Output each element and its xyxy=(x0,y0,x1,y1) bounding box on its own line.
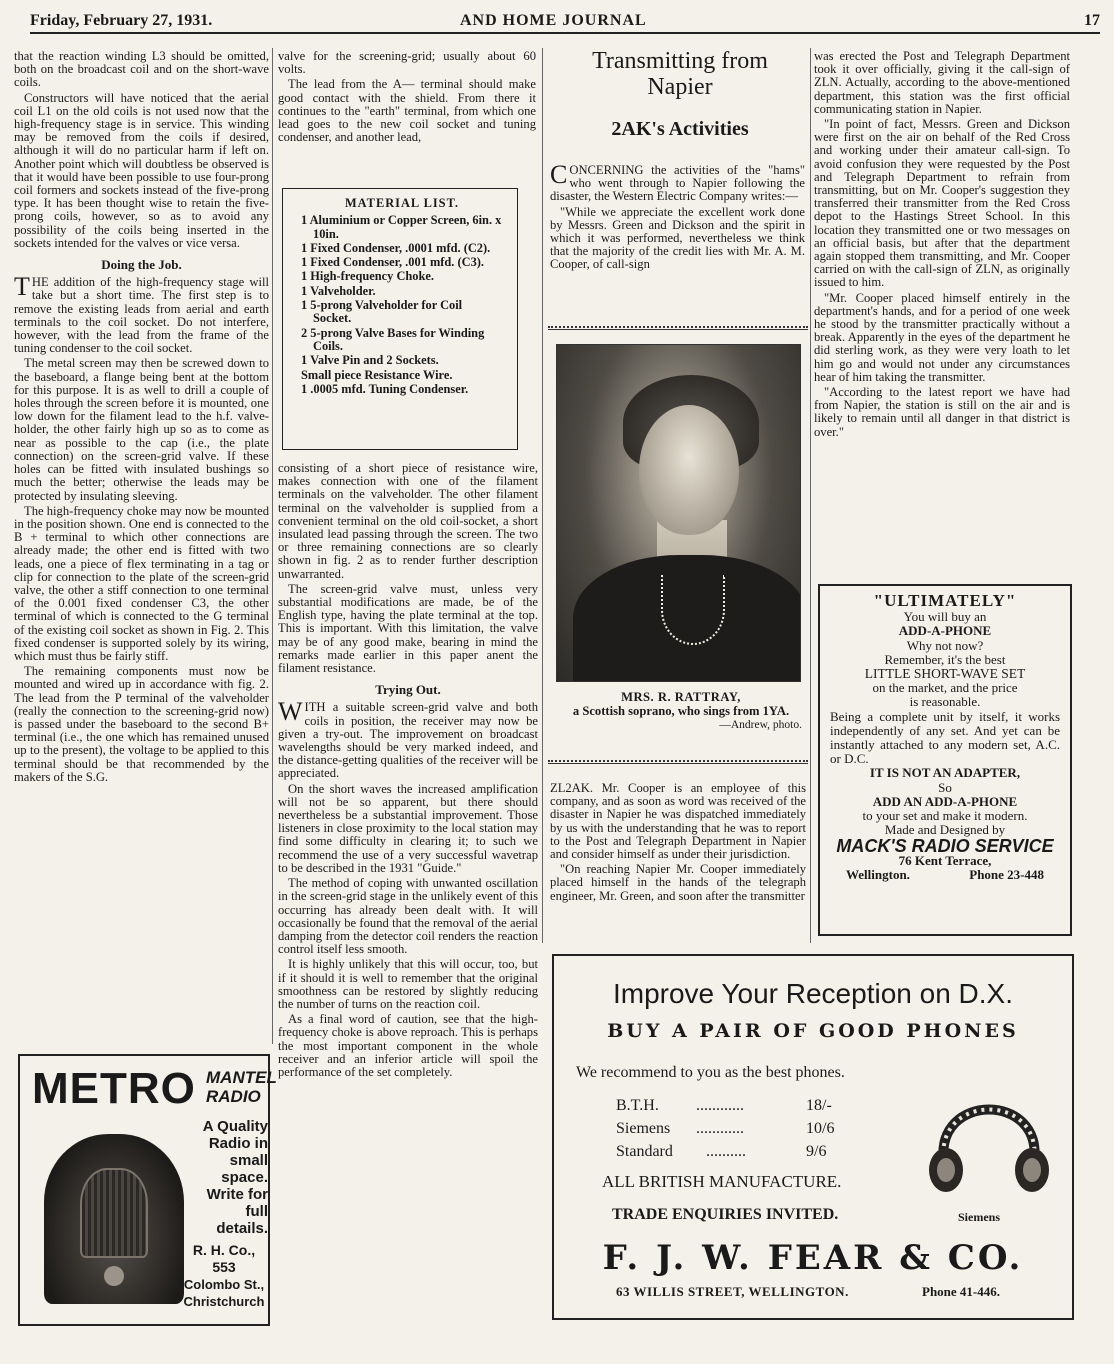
paragraph-text: ITH a suitable screen-grid valve and both coils in position, the receiver may now be given a try-out. The improvement on broadcast wavelengths should be very marked indeed, and the distance-getting qualities of the receiver will be appreciated. xyxy=(278,700,538,781)
price-list xyxy=(616,1094,846,1163)
drop-cap: C xyxy=(550,164,568,189)
list-item: 1 Valveholder. xyxy=(301,283,376,298)
list-item: 1 5-prong Valveholder for Coil Socket. xyxy=(301,298,463,326)
phone-price: 9/6 xyxy=(806,1143,827,1160)
article-column-2-cont xyxy=(278,462,538,1312)
portrait-photo xyxy=(556,344,801,682)
paragraph: The metal screen may then be screwed down to the baseboard, a flange being bent at the bottom for this purpose. It is as well to drill a couple of holes through the screen before it is mounted, one low down for the filament lead to the h.f. valve-holder, the other fairly high up so as to come as near as possible to the cap (i.e., the plate connection) on the screen-grid valve. If these holes can be fitted with insulated bushings so much the better; otherwise the leads may be protected by insulating sleeving. xyxy=(14,356,269,503)
article-column-3-cont xyxy=(550,782,806,940)
headphones-image xyxy=(924,1052,1054,1202)
tagline-line: space. xyxy=(221,1169,268,1186)
paragraph: The screen-grid valve must, unless very substantial modifications are made, be of the English type, having the plate terminal at the top. This is important. With this limitation, the valve may be of any good make, bearing in mind the remarks made earlier in this paper anent the filament resistance. xyxy=(278,581,538,676)
tagline-line: Write for xyxy=(206,1186,268,1203)
paragraph: The remaining components must now be mounted and wired up in accordance with fig. 2. The lead from the P terminal of the valveholder (really the connection to the screening-grid now) is passed under the baseboard to the second B+ terminal (i.e., the one which has remained unused up to the present), the voltage to be applied to this terminal should be that recommended by the makers of the S.G. xyxy=(14,664,269,784)
ad-city: Wellington. xyxy=(846,866,910,882)
ad-subheadline: BUY A PAIR OF GOOD PHONES xyxy=(607,1020,1019,1042)
paragraph: consisting of a short piece of resistance wire, makes connection with one of the filament terminals on the valveholder. The other filament terminal on the valveholder is supplied from a convenient terminal on the old coil-socket, a short insulated lead passing through the screen. The two or three remaining connections are so clearly shown in fig. 2 as to render further description unwarranted. xyxy=(278,462,538,581)
leader-dots: .......... xyxy=(706,1143,746,1160)
drop-cap: T xyxy=(14,272,30,302)
add-a-phone-ad xyxy=(818,584,1072,936)
ad-subbrand-line: RADIO xyxy=(206,1087,261,1106)
issue-date: Friday, February 27, 1931. xyxy=(30,12,213,29)
ad-firm-name: F. J. W. FEAR & CO. xyxy=(602,1238,1024,1278)
tagline-line: small xyxy=(229,1152,268,1169)
tuning-knob xyxy=(104,1266,124,1286)
header-rule xyxy=(30,32,1100,34)
headphones-label: Siemens xyxy=(958,1210,1000,1224)
paragraph: "According to the latest report we have had from Napier, the station is still on the air and is likely to remain until all danger in that district is over." xyxy=(814,385,1070,439)
phones-ad xyxy=(552,954,1074,1320)
drop-cap: W xyxy=(278,697,303,727)
phone-price: 18/- xyxy=(806,1097,832,1114)
paragraph xyxy=(550,164,805,204)
list-item: 1 High-frequency Choke. xyxy=(301,269,434,284)
paragraph-text: HE addition of the high-frequency stage will take but a short time. The first step is to remove the existing leads from aerial and earth terminals to the coil socket. Do not interfere, however, with the lead from the frame of the tuning condenser to the coil socket. xyxy=(14,275,269,356)
ad-address-block xyxy=(180,1242,268,1310)
ad-address: 63 WILLIS STREET, WELLINGTON. xyxy=(616,1284,849,1299)
column-divider xyxy=(272,48,273,1044)
article-title-line-1: Transmitting from xyxy=(592,48,768,74)
phone-brand: Siemens xyxy=(616,1120,671,1137)
paragraph: It is highly unlikely that this will occur, too, but if it should it is well to remember that the original smoothness can be restored by slightly reducing the number of turns on the reaction coil. xyxy=(278,957,538,1011)
price-row xyxy=(616,1117,846,1140)
ad-street: Colombo St., xyxy=(183,1277,265,1292)
ornament-rule xyxy=(548,326,808,330)
paragraph: On the short waves the increased amplification will not be so apparent, but there should nevertheless be a substantial improvement. Those listeners in close proximity to the local station may find some difficulty in clearing it; to such we recommend the use of a very successful wavetrap to be described in the 1931 "Guide." xyxy=(278,781,538,875)
radio-cabinet-image xyxy=(44,1134,184,1304)
napier-article-head xyxy=(550,48,810,148)
section-heading: Trying Out. xyxy=(375,682,441,698)
paragraph: The high-frequency choke may now be mounted in the position shown. One end is connected to the B + terminal to which other connections are already made; the other end is fitted with two leads, one a piece of flex terminating in a tag or clip for connection to the plate of the screen-grid valve, the other a stiff connection to one terminal of the 0.001 fixed condenser C3, the other terminal of which is connected to the G terminal of the existing coil socket as shown in Fig. 2. This fixed condenser is supported solely by its wiring, which must thus be fairly stiff. xyxy=(14,503,269,663)
ad-firm-name: MACK'S RADIO SERVICE xyxy=(836,836,1054,857)
ad-line: to your set and make it modern. xyxy=(862,808,1028,824)
column-divider xyxy=(542,48,543,943)
paragraph: "On reaching Napier Mr. Cooper immediately placed himself in the hands of the telegraph engineer, Mr. Green, and soon after the transmitter xyxy=(550,862,806,903)
tagline-line: details. xyxy=(216,1220,268,1237)
photo-caption xyxy=(550,690,812,732)
tagline-line: full xyxy=(245,1203,268,1220)
article-subtitle: 2AK's Activities xyxy=(611,118,749,140)
list-item: 1 Aluminium or Copper Screen, 6in. x 10in. xyxy=(301,213,502,241)
speaker-grille xyxy=(80,1168,148,1258)
ad-line: ADD-A-PHONE xyxy=(898,623,992,639)
ad-manufacture: ALL BRITISH MANUFACTURE. xyxy=(602,1172,842,1191)
list-item: 1 Fixed Condenser, .001 mfd. (C3). xyxy=(301,255,484,270)
article-title-line-2: Napier xyxy=(647,74,713,100)
phone-price: 10/6 xyxy=(806,1120,835,1137)
ad-trade: TRADE ENQUIRIES INVITED. xyxy=(612,1206,839,1223)
list-item: 1 .0005 mfd. Tuning Condenser. xyxy=(301,381,469,396)
list-item: Small piece Resistance Wire. xyxy=(301,367,453,382)
column-divider xyxy=(810,48,811,943)
paragraph: As a final word of caution, see that the high-frequency choke is above reproach. This is perhaps the most important component in the whole receiver and an inferior article will spoil the performance of the set completely. xyxy=(278,1012,538,1079)
paragraph xyxy=(278,697,538,781)
paragraph: "In point of fact, Messrs. Green and Dickson were first on the air on behalf of the Red Cross and working under their amateur call-sign. To avoid confusion they were requested by the Post and Telegraph Department to refrain from transmitting, but on Mr. Cooper's suggestion they transferred their transmitter from the Red Cross depot to the Hastings Street School. In this location they transmitted one or two messages on an official basis, but after that the department again stopped them transmitting, and Mr. Cooper carried on with the call-sign of ZLN, as originally issued to him. xyxy=(814,117,1070,290)
ad-line: Remember, it's the best xyxy=(884,651,1006,667)
list-item: 1 Valve Pin and 2 Sockets. xyxy=(301,353,439,368)
list-item: 2 5-prong Valve Bases for Winding Coils. xyxy=(301,325,485,353)
ad-tagline xyxy=(192,1118,268,1237)
ad-phone: Phone 41-446. xyxy=(922,1284,1000,1299)
material-list xyxy=(301,214,503,396)
photo-pearls xyxy=(661,575,725,645)
price-row xyxy=(616,1140,846,1163)
ad-city: Christchurch xyxy=(183,1294,265,1309)
ad-line: IT IS NOT AN ADAPTER, xyxy=(869,765,1021,781)
phone-brand: Standard xyxy=(616,1143,673,1160)
ad-line: LITTLE SHORT-WAVE SET xyxy=(864,666,1026,682)
leader-dots: ............ xyxy=(696,1120,744,1137)
paragraph: The lead from the A— terminal should make good contact with the shield. From there it continues to the "earth" terminal, from which one lead goes to the new coil socket and tuning condenser, and another lead, xyxy=(278,77,536,145)
article-column-1 xyxy=(14,50,269,1042)
ad-address: 76 Kent Terrace, xyxy=(898,852,992,868)
ad-line: on the market, and the price xyxy=(872,680,1018,696)
paragraph: The method of coping with unwanted oscillation in the screen-grid stage in the unlikely event of this occurring has already been dealt with. It will occasionally be found that the removal of the aerial damping from the detector coil renders the reaction control itself less smooth. xyxy=(278,876,538,957)
metro-radio-ad xyxy=(18,1054,277,1326)
caption-description: a Scottish soprano, who sings from 1YA. xyxy=(572,704,790,718)
page-number: 17 xyxy=(1084,12,1100,29)
paragraph-text: ONCERNING the activities of the "hams" who went through to Napier following the disaster, the Western Electric Company writes:— xyxy=(550,164,805,204)
article-column-2 xyxy=(278,50,536,170)
ad-firm: R. H. Co., xyxy=(192,1242,256,1258)
ad-line: Being a complete unit by itself, it works independently of any set. And yet can be instantly attached to any modern set, A.C. or D.C. xyxy=(830,708,1060,767)
ad-number: 553 xyxy=(212,1259,236,1275)
ad-line: is reasonable. xyxy=(909,694,981,710)
phone-brand: B.T.H. xyxy=(616,1097,659,1114)
material-list-box xyxy=(282,188,518,450)
leader-dots: ............ xyxy=(696,1097,744,1114)
journal-name: AND HOME JOURNAL xyxy=(460,12,647,29)
ad-recommend: We recommend to you as the best phones. xyxy=(576,1064,845,1081)
ad-line: You will buy an xyxy=(903,609,987,625)
tagline-line: Radio in xyxy=(208,1135,268,1152)
caption-credit: —Andrew, photo. xyxy=(719,719,802,731)
paragraph: "While we appreciate the excellent work done by Messrs. Green and Dickson and the spirit in which it was performed, nevertheless we think that the majority of the credit lies with Mr. A. M. Cooper, of call-sign xyxy=(550,204,805,272)
ad-city-phone xyxy=(830,868,1060,882)
ad-subbrand-line: MANTEL xyxy=(206,1068,277,1087)
price-row xyxy=(616,1094,846,1117)
paragraph: Constructors will have noticed that the aerial coil L1 on the old coils is not used now that the high-frequency stage is in service. This winding may be removed from the coils if desired, although it will do no particular harm if left on. Another point which will doubtless be observed is that it would have been possible to use four-prong coil formers and sockets instead of the five-prong type. It has been thought wise to retain the five-prong coils, however, so as to avoid any possibility of the coils being inserted in the sockets intended for the valves or vice versa. xyxy=(14,90,269,250)
ad-headline: Improve Your Reception on D.X. xyxy=(612,978,1013,1009)
ad-line: Made and Designed by xyxy=(884,822,1006,838)
list-item: 1 Fixed Condenser, .0001 mfd. (C2). xyxy=(301,240,491,255)
material-list-title: MATERIAL LIST. xyxy=(344,196,460,210)
article-column-3 xyxy=(550,164,805,314)
paragraph: ZL2AK. Mr. Cooper is an employee of this company, and as soon as word was received of the disaster in Napier he was dispatched immediately by us with the understanding that he was to report to the Post and Telegraph Department in Napier and consider himself as under their jurisdiction. xyxy=(550,782,806,862)
photo-face xyxy=(639,405,739,535)
paragraph xyxy=(14,272,269,356)
article-column-4 xyxy=(814,50,1070,570)
ad-line: So xyxy=(938,779,952,795)
ad-brand: METRO xyxy=(32,1064,196,1113)
ornament-rule xyxy=(548,760,808,764)
ad-phone: Phone 23-448 xyxy=(969,866,1044,882)
ad-line: Why not now? xyxy=(906,637,984,653)
ad-line: ADD AN ADD-A-PHONE xyxy=(872,793,1018,809)
paragraph: "Mr. Cooper placed himself entirely in the department's hands, and for a period of one week he stood by the transmitter practically without a break. Apparently in the eyes of the department he did sterling work, as they were very loath to let him go and would not under any circumstances hear of him taking the transmitter. xyxy=(814,290,1070,384)
ad-title: "ULTIMATELY" xyxy=(873,591,1017,610)
paragraph: valve for the screening-grid; usually about 60 volts. xyxy=(278,50,536,77)
ad-subbrand xyxy=(206,1068,277,1106)
caption-name: MRS. R. RATTRAY, xyxy=(621,690,741,704)
paragraph: that the reaction winding L3 should be omitted, both on the broadcast coil and on the short-wave coils. xyxy=(14,50,269,90)
page-header xyxy=(30,8,1100,32)
paragraph: was erected the Post and Telegraph Department took it over officially, giving it the call-sign of ZLN. Actually, according to the above-mentioned department, this station was the first official communicating station in Napier. xyxy=(814,50,1070,116)
tagline-line: A Quality xyxy=(202,1118,268,1135)
section-heading: Doing the Job. xyxy=(101,257,182,273)
